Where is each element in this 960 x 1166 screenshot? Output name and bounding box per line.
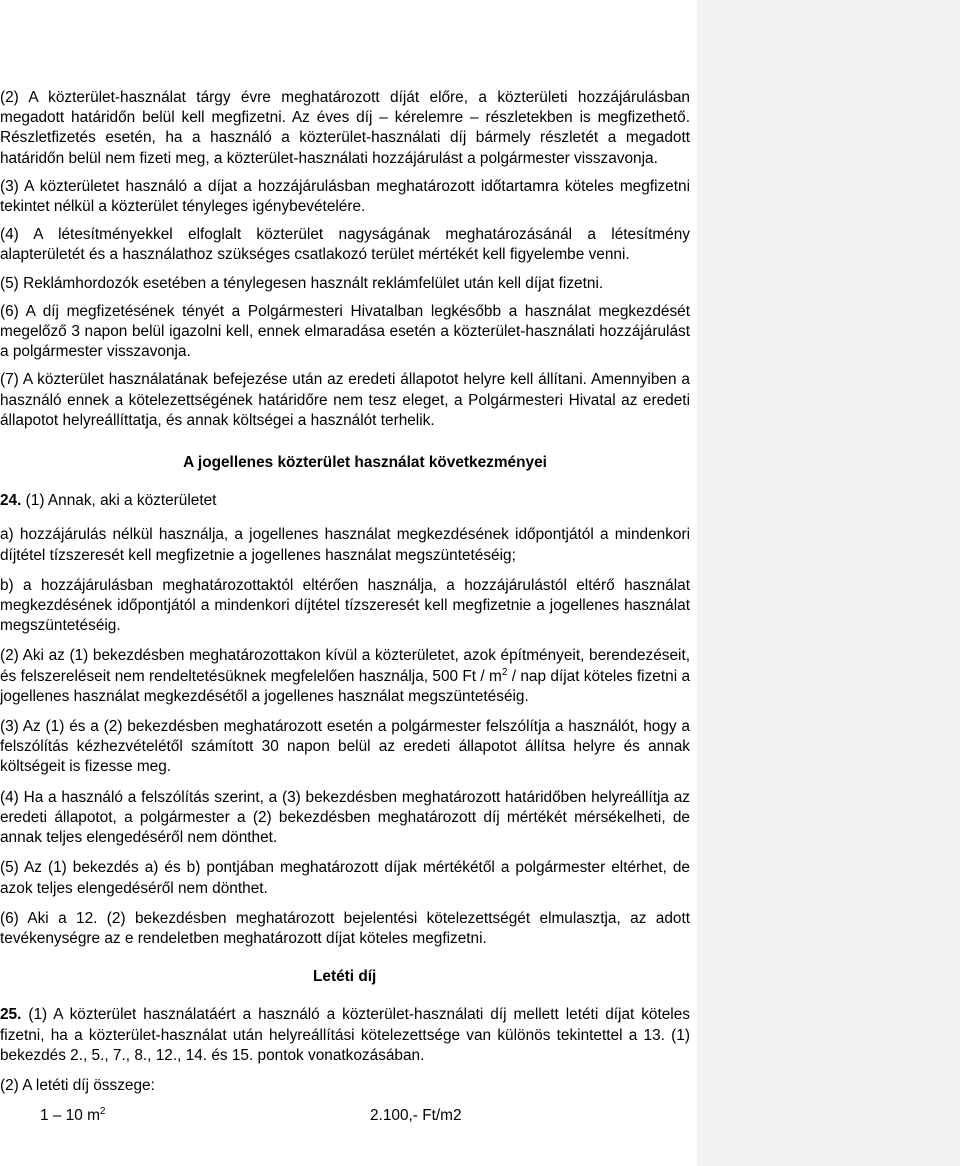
heading-deposit-fee: Letéti díj	[313, 968, 377, 986]
section-24-paragraph-5: (5) Az (1) bekezdés a) és b) pontjában meghatározott díjak mértékétől a polgármester eltérhet, de azok teljes elengedéséről nem dönthet.	[0, 859, 690, 897]
fee-price: 2.100,- Ft/m2	[370, 1107, 462, 1125]
section-24-paragraph-4: (4) Ha a használó a felszólítás szerint, a (3) bekezdésben meghatározott határidőben helyreállítja az eredeti állapotot, a polgármester a (2) bekezdésben meghatározott díj mértékét mérsékelheti, de annak teljes elengedéséről nem dönthet.	[0, 788, 690, 847]
section-24-paragraph-2	[0, 646, 690, 707]
paragraph-area-calculation: (4) A létesítményekkel elfoglalt közterület nagyságának meghatározásánál a létesítmény alapterületét és a használathoz szükséges csatlakozó terület mértékét kell figyelembe venni.	[0, 226, 690, 264]
paragraph-fee-payment: (2) A közterület-használat tárgy évre meghatározott díját előre, a közterületi hozzájárulásban megadott határidőn belül kell megfizetni. Az éves díj – kérelemre – részletekben is megfizethető. Részletfizetés esetén, ha a használó a közterület-használati díj bármely részletét a megadott határidőn belül nem fizeti meg, a közterület-használati hozzájárulást a polgármester visszavonja.	[0, 89, 690, 167]
section-24-point-a: a) hozzájárulás nélkül használja, a jogellenes használat megkezdésének időpontjától a mindenkori díjtétel tízszeresét kell megfizetnie a jogellenes használat megszüntetéséig;	[0, 526, 690, 564]
fee-area-range	[40, 1106, 105, 1126]
section-24-number: 24.	[0, 492, 22, 510]
section-25-paragraph-1	[0, 1005, 690, 1066]
section-24-p2-text-end: / nap díjat köteles fizetni a jogellenes használat megkezdésétől a jogellenes használat megszüntetéséig.	[0, 667, 691, 705]
paragraph-fee-period: (3) A közterületet használó a díjat a hozzájárulásban meghatározott időtartamra köteles megfizetni tekintet nélkül a közterület tényleges igénybevételére.	[0, 177, 690, 216]
paragraph-advertising: (5) Reklámhordozók esetében a ténylegesen használt reklámfelület után kell díjat fizetni.	[0, 274, 604, 292]
paragraph-restoration: (7) A közterület használatának befejezése után az eredeti állapotot helyre kell állítani. Amennyiben a használó ennek a kötelezettségének határidőre nem tesz eleget, a Polgármesteri Hivatal az eredeti állapotot helyreállíttatja, és annak költségei a használót terhelik.	[0, 371, 690, 429]
fee-table-row	[0, 1106, 690, 1130]
heading-unlawful-use: A jogellenes közterület használat következményei	[183, 454, 547, 472]
section-24-paragraph-3: (3) Az (1) és a (2) bekezdésben meghatározott esetén a polgármester felszólítja a használót, hogy a felszólítás kézhezvételétől számított 30 napon belül az eredeti állapotot állítsa helyre és annak költségeit is fizesse meg.	[0, 718, 690, 776]
section-24-p2-text: (2) Aki az (1) bekezdésben meghatározottakon kívül a közterületet, azok építményeit, berendezéseit, és felszereléseit nem rendeltetésüknek megfelelően használja, 500 Ft / m	[0, 647, 690, 685]
section-24-p2-sup: 2	[501, 666, 508, 678]
paragraph-payment-proof: (6) A díj megfizetésének tényét a Polgármesteri Hivatalban legkésőbb a használat megkezdését megelőző 3 napon belül igazolni kell, ennek elmaradása esetén a közterület-használati hozzájárulást a polgármester visszavonja.	[0, 302, 690, 361]
section-24-paragraph-6: (6) Aki a 12. (2) bekezdésben meghatározott bejelentési kötelezettségét elmulasztja, az adott tevékenységre az e rendeletben meghatározott díjat köteles megfizetni.	[0, 909, 690, 947]
section-24-intro-text: (1) Annak, aki a közterületet	[21, 492, 217, 510]
section-24-point-b: b) a hozzájárulásban meghatározottaktól eltérően használja, a hozzájárulástól eltérő használat megkezdésének időpontjától a mindenkori díjtétel tízszeresét kell megfizetnie a jogellenes használat megszüntetéséig.	[0, 576, 690, 635]
fee-area-text: 1 – 10 m	[40, 1107, 100, 1125]
section-25-number: 25.	[0, 1006, 22, 1024]
section-25-paragraph-2: (2) A letéti díj összege:	[0, 1076, 155, 1094]
section-25-p1-text: (1) A közterület használatáért a használó a közterület-használati díj mellett letéti díjat köteles fizetni, ha a közterület-használat után helyreállítási kötelezettsége van különös tekintettel a 13. (1) bekezdés 2., 5., 7., 8., 12., 14. és 15. pontok vonatkozásában.	[0, 1006, 690, 1064]
comment-sidebar	[697, 0, 960, 1166]
document-body	[0, 88, 690, 1130]
section-24-intro	[0, 491, 690, 511]
fee-area-sup: 2	[99, 1106, 106, 1117]
